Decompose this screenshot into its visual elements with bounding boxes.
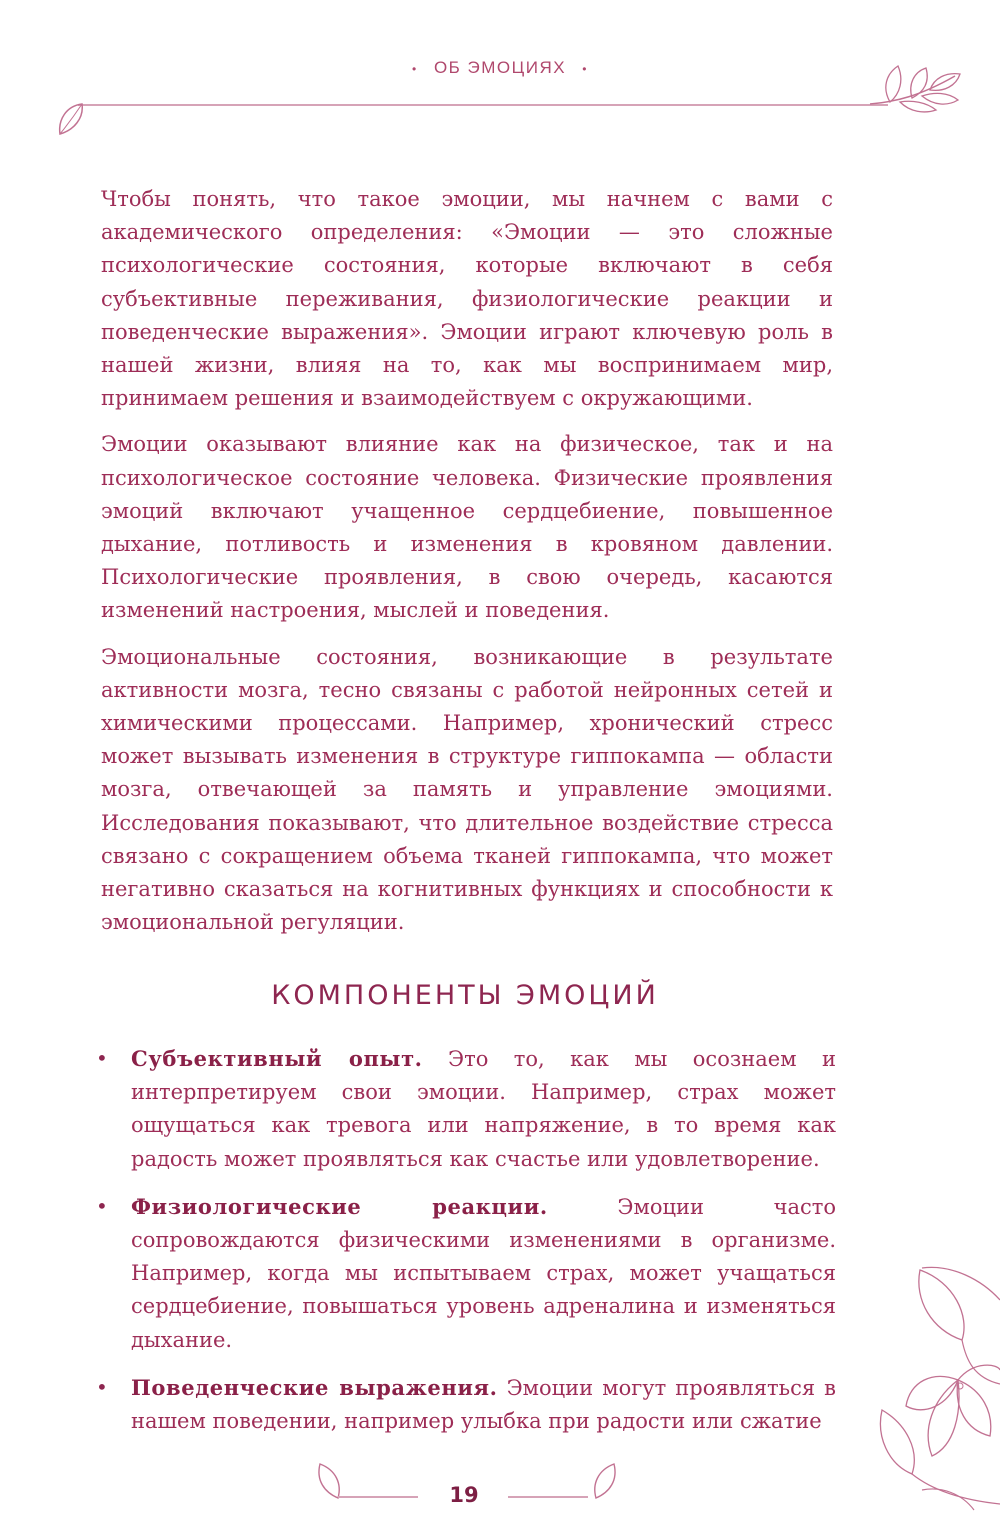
floral-branch-icon — [860, 58, 970, 138]
item-text: Это то, как мы осознаем и интерпретируем свои эмоции. Например, страх может ощущаться как тревога или напряжение, в то время как радость может проявляться как счастье или удовлетворение. — [131, 1047, 836, 1171]
body-text — [101, 183, 833, 952]
bullet-icon: • — [96, 1046, 108, 1070]
item-text: Эмоции могут проявляться в нашем поведении, например улыбка при радости или сжатие — [131, 1375, 836, 1434]
footer-divider-right — [508, 1496, 588, 1498]
leaf-ornament-left-icon — [52, 92, 92, 140]
running-header — [0, 58, 1000, 78]
bullet-icon: • — [96, 1374, 108, 1399]
paragraph-2: Эмоции оказывают влияние как на физическое, так и на психологическое состояние человека. Физические проявления эмоций включают учащенное сердцебиение, повышенное дыхание, потливость и изменения в кровяном давлении. Психологические проявления, в свою очередь, касаются изменений настроения, мыслей и поведения. — [101, 432, 833, 623]
running-title: ОБ ЭМОЦИЯХ — [433, 58, 567, 77]
item-text: Эмоции часто сопровождаются физическими изменениями в организме. Например, когда мы испытываем страх, может учащаться сердцебиение, повышаться уровень адреналина и изменяться дыхание. — [131, 1194, 836, 1352]
section-title: КОМПОНЕНТЫ ЭМОЦИЙ — [271, 980, 659, 1011]
bullet-icon: • — [96, 1193, 108, 1218]
components-list — [96, 1042, 836, 1452]
item-term: Физиологические реакции. — [131, 1193, 548, 1219]
list-item — [96, 1190, 836, 1357]
page-number: 19 — [449, 1483, 479, 1507]
header-dot-left: • — [412, 61, 418, 76]
list-item — [96, 1042, 836, 1176]
item-term: Субъективный опыт. — [131, 1046, 423, 1071]
footer-leaf-right-icon — [586, 1460, 622, 1504]
paragraph-1: Чтобы понять, что такое эмоции, мы начнем с вами с академического определения: «Эмоции — это сложные психологические состояния, которые включают в себя субъективные переживания, физиологические реакции и поведенческие выражения». Эмоции играют ключевую роль в нашей жизни, влияя на то, как мы воспринимаем мир, принимаем решения и взаимодействуем с окружающими. — [101, 187, 833, 411]
item-term: Поведенческие выражения. — [131, 1374, 498, 1400]
header-divider — [78, 104, 888, 106]
paragraph-3: Эмоциональные состояния, возникающие в результате активности мозга, тесно связаны с работой нейронных сетей и химическими процессами. Например, хронический стресс может вызывать изменения в структуре гиппокампа — области мозга, отвечающей за память и управление эмоциями. Исследования показывают, что длительное воздействие стресса связано с сокращением объема тканей гиппокампа, что может негативно сказаться на когнитивных функциях и способности к эмоциональной регуляции. — [101, 644, 833, 935]
list-item — [96, 1371, 836, 1438]
header-dot-right: • — [582, 61, 588, 76]
flower-illustration-icon — [862, 1260, 1000, 1518]
